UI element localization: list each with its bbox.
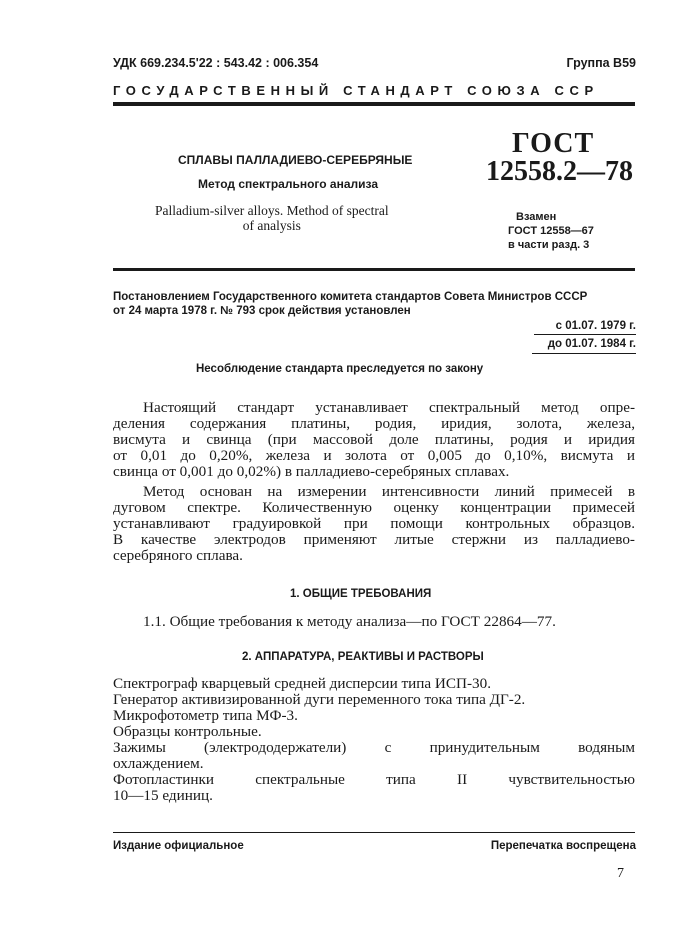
text-line: деления содержания платины, родия, иридия, золота, железа, [113,415,635,432]
date-from: с 01.07. 1979 г. [555,320,636,332]
replace-line1: Взамен [516,211,557,223]
title-en-line1: Palladium-silver alloys. Method of spectral [155,203,389,218]
official-edition: Издание официальное [113,840,244,852]
text-line: устанавливают градуировкой при помощи контрольных образцов. [113,515,635,532]
date-underline-1 [534,334,636,335]
text-line: серебряного сплава. [113,547,243,564]
text-line: В качестве электродов применяют литые стержни из палладиево- [113,531,635,548]
date-to: до 01.07. 1984 г. [547,338,636,350]
date-underline-2 [532,353,636,354]
section-1-text: 1.1. Общие требования к методу анализа—по ГОСТ 22864—77. [143,613,556,630]
replace-line3: в части разд. 3 [508,239,590,251]
list-item: Спектрограф кварцевый средней дисперсии типа ИСП-30. [113,675,492,692]
text-line: свинца от 0,001 до 0,02%) в палладиево-серебряных сплавах. [113,463,510,480]
list-item: Фотопластинки спектральные типа II чувствительностью [113,771,635,788]
footer-rule [113,832,635,833]
title-en [155,203,389,233]
list-item: Генератор активизированной дуги переменного тока типа ДГ-2. [113,691,526,708]
text-line: Метод основан на измерении интенсивности линий примесей в [143,483,635,500]
list-item: Зажимы (электрододержатели) с принудительным водяным [113,739,635,756]
intro-paragraph-1 [113,400,635,480]
mid-rule [113,268,635,271]
replaces-note [508,210,594,252]
group-code: Группа В59 [566,56,636,70]
state-standard-banner: ГОСУДАРСТВЕННЫЙ СТАНДАРТ СОЮЗА ССР [113,83,599,98]
decree-line2: от 24 марта 1978 г. № 793 срок действия установлен [113,305,411,317]
top-rule [113,102,635,106]
decree-text [113,290,587,318]
gost-label: ГОСТ [512,128,595,159]
list-item: Микрофотометр типа МФ-3. [113,707,298,724]
equipment-list [113,676,635,804]
title-ru: СПЛАВЫ ПАЛЛАДИЕВО-СЕРЕБРЯНЫЕ [178,153,413,167]
gost-number: 12558.2—78 [486,156,633,187]
list-item: 10—15 единиц. [113,787,213,804]
udk-code: УДК 669.234.5'22 : 543.42 : 006.354 [113,56,319,70]
law-notice: Несоблюдение стандарта преследуется по закону [196,363,484,375]
title-en-line2: of analysis [242,218,301,233]
section-2-heading: 2. АППАРАТУРА, РЕАКТИВЫ И РАСТВОРЫ [242,651,484,663]
text-line: от 0,01 до 0,20%, железа и золота от 0,005 до 0,10%, висмута и [113,447,635,464]
subtitle-ru: Метод спектрального анализа [198,177,378,191]
text-line: Настоящий стандарт устанавливает спектральный метод опре- [143,399,635,416]
replace-line2: ГОСТ 12558—67 [508,225,594,237]
intro-paragraph-2 [113,484,635,564]
reprint-prohibited: Перепечатка воспрещена [490,840,636,852]
section-1-heading: 1. ОБЩИЕ ТРЕБОВАНИЯ [290,588,432,600]
page-number: 7 [617,866,624,881]
text-line: висмута и свинца (при массовой доле платины, родия и иридия [113,431,635,448]
list-item: Образцы контрольные. [113,723,262,740]
text-line: дуговом спектре. Количественную оценку концентрации примесей [113,499,635,516]
list-item: охлаждением. [113,755,204,772]
decree-line1: Постановлением Государственного комитета стандартов Совета Министров СССР [113,291,588,303]
